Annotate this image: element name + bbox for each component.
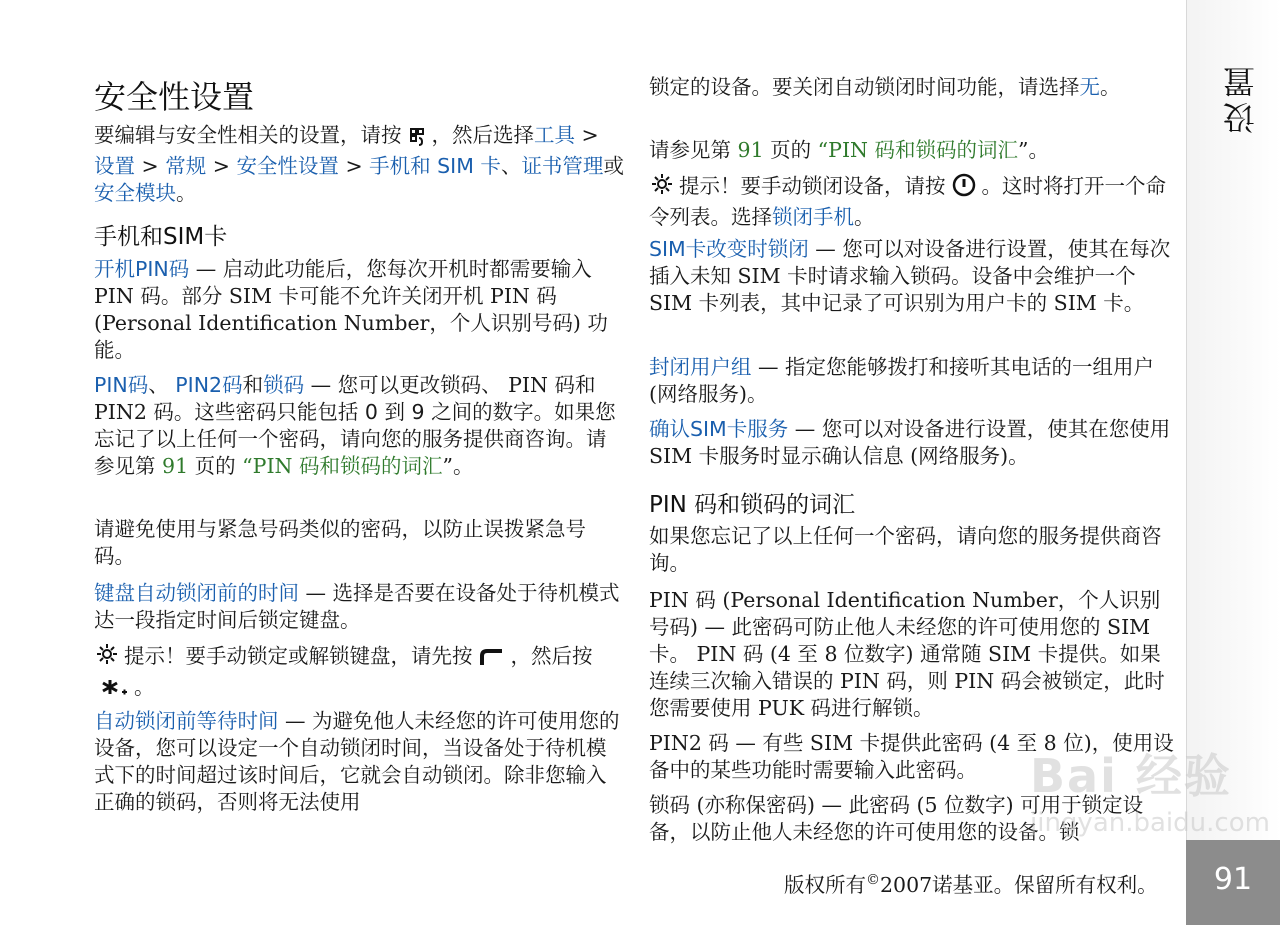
menu-key-icon [408,126,426,153]
section-title: 设置 [1222,62,1260,134]
tip-keypad: 提示！要手动锁定或解锁键盘，请先按 ，然后按。 [94,642,624,705]
see-reference: 请参见第 91 页的 “PIN 码和锁码的词汇”。 [649,138,1049,162]
section-heading-phone-sim: 手机和SIM卡 [94,224,228,250]
tip-device-lock: 提示！要手动锁闭设备，请按 。这时将打开一个命令列表。选择锁闭手机。 [649,174,1166,229]
closed-group-paragraph: 封闭用户组 — 指定您能够拨打和接听其电话的一组用户 (网络服务)。 [649,355,1155,406]
glossary-pin: PIN 码 (Personal Identification Number，个人识别号码) — 此密码可防止他人未经您的许可使用您的 SIM 卡。 PIN 码 (4 至 8 位数字) 通常随 SIM 卡提供。如果连续三次输入错误的 PIN 码，则 PIN 码会被锁定，此时您需要使用 PUK 码进行解锁。 [649,588,1165,720]
glossary-pin2: PIN2 码 — 有些 SIM 卡提供此密码 (4 至 8 位)，使用设备中的某些功能时需要输入此密码。 [649,731,1174,782]
intro-paragraph: 要编辑与安全性相关的设置，请按 ，然后选择工具 > 设置 > 常规 > 安全性设置 > 手机和 SIM 卡、证书管理或安全模块。 [94,123,624,205]
autolock-paragraph: 自动锁闭前等待时间 — 为避免他人未经您的许可使用您的设备，您可以设定一个自动锁闭时间，当设备处于待机模式下的时间超过该时间后，它就会自动锁闭。除非您输入正确的锁码，否则将无法使用 [94,709,620,814]
keypad-lock-paragraph: 键盘自动锁闭前的时间 — 选择是否要在设备处于待机模式达一段指定时间后锁定键盘。 [94,581,620,632]
watermark [1030,740,1270,838]
star-key-icon [100,678,128,705]
page-title: 安全性设置 [94,78,255,116]
tip-icon [94,642,124,673]
confirm-sim-paragraph: 确认SIM卡服务 — 您可以对设备进行设置，使其在您使用 SIM 卡服务时显示确认信息 (网络服务)。 [649,417,1171,468]
glossary-intro: 如果您忘记了以上任何一个密码，请向您的服务提供商咨询。 [649,524,1162,575]
glossary-heading: PIN 码和锁码的词汇 [649,492,856,518]
page-number: 91 [1213,862,1253,897]
watermark-url: jingyan.baidu.com [1030,808,1270,838]
glossary-lock-code: 锁码 (亦称保密码) — 此密码 (5 位数字) 可用于锁定设备，以防止他人未经您的许可使用您的设备。锁 [649,793,1144,844]
copyright-notice: 版权所有©2007诺基亚。保留所有权利。 [784,872,1158,897]
pin-request-paragraph: 开机PIN码 — 启动此功能后，您每次开机时都需要输入 PIN 码。部分 SIM 卡可能不允许关闭开机 PIN 码 (Personal Identification Number，个人识别号码) 功能。 [94,257,608,362]
sim-change-paragraph: SIM卡改变时锁闭 — 您可以对设备进行设置，使其在每次插入未知 SIM 卡时请求输入锁码。设备中会维护一个 SIM 卡列表，其中记录了可识别为用户卡的 SIM 卡。 [649,237,1171,315]
power-key-icon [952,173,976,204]
pin-codes-paragraph: PIN码、 PIN2码和锁码 — 您可以更改锁码、 PIN 码和 PIN2 码。这些密码只能包括 0 到 9 之间的数字。如果您忘记了以上任何一个密码，请向您的服务提供商咨询。请参见第 91 页的 “PIN 码和锁码的词汇”。 [94,373,616,478]
autolock-continued: 锁定的设备。要关闭自动锁闭时间功能，请选择无。 [649,75,1121,99]
avoid-paragraph: 请避免使用与紧急号码类似的密码，以防止误拨紧急号码。 [94,517,586,568]
tip-icon [649,172,679,203]
watermark-brand: Bai 经验 [1030,749,1232,803]
left-selection-key-icon [479,647,505,674]
